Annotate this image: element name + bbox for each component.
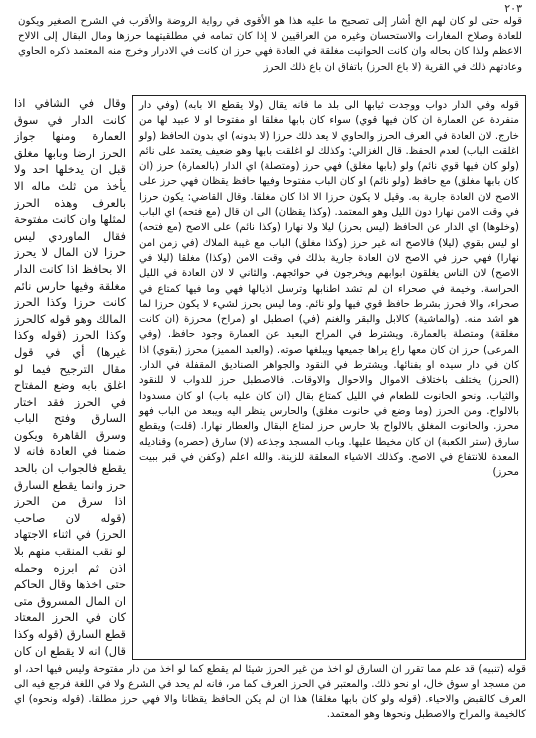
bottom-margin-gloss xyxy=(14,662,526,732)
middle-section xyxy=(14,95,526,660)
main-text-frame xyxy=(132,95,526,660)
top-gloss-text: قوله حتى لو كان لهم الخ أشار إلى تصحيح ما عليه هذا هو الأقوى في رواية الروضة والأقرب في الشرح الصغير ويكون للعادة وصلاح المغارات والاستحسان وغيره من العراقيين لا إذا كان تمامه في مطلقيتهما حرزها ومال البقال إلى الالاح الاعظم ولذا كان بحاله وان كانت الحوانيت مغلقة في العادة فهي حرز ان كانت في الادرار وخرج منه المعتمد ذكره الحاوي وعادتهم ذلك في القرية (لا باع الحرز) باتفاق ان باع ذلك الحرز xyxy=(18,16,522,73)
main-text: قوله وفي الدار دواب ووجدت ثيابها الى بلد ما فانه يقال (ولا يقطع الا بابه) (وفي دار منفردة عن العمارة ان كان فيها قوي) سواء كان بابها مغلقا او مفتوحا او لا عبيد لها من خارج. لان العادة في العرف الحرز والحاوي لا يعد ذلك حرزا (لا بدونه) اي بدون الحافظ (ولو اغلقت الباب) لعدم الحفظ. قال الغزالي: وكذلك لو اغلقت بابها وهو ضعيف يعتمد على نائم (ولو كان فيها قوي نائم) ولو (بابها مغلق) فهي حرز (ومتصلة) اي الدار (بالعمارة) حرز (ان كان بابها مغلق) مع حافظ (ولو نائم) او كان الباب مفتوحا وفيها حافظ يقظان فهي حرز على الاصح لان العادة جارية به. وقيل لا يكون حرزا الا اذا كان مغلقا. وقال القاضي: يكون حرزا في وقت الامن نهارا دون الليل وهو المعتمد. (وكذا يقظان) الى ان قال (مع فتحه) اي الباب (وخلوها) اي الدار عن الحافظ (ليس بحرز) ليلا ولا نهارا (وكذا نائم) على الاصح (مع فتحه) او ليس بقوي (ليلا) فالاصح انه غير حرز (وكذا مغلق) الباب مع غيبة الملاك (في زمن امن نهارا) فهي حرز في الاصح لان العادة جارية بذلك في وقت الامن (وكذا) مغلقا (ليلا في الاصح) لان الناس يغلقون ابوابهم ويخرجون في حوائجهم. والثاني لا لان العادة في الليل الحراسة. وخيمة في صحراء ان لم تشد اطنابها وترسل اذيالها فهي وما فيها كمتاع في صحراء، والا فحرز بشرط حافظ قوي فيها ولو نائم. وما ليس بحرز لشيء لا يكون حرزا لما هو اشد منه. (والماشية) كالابل والبقر والغنم (في) اصطبل او (مراح) محرزة (ان كانت مغلقة) ومتصلة بالعمارة. ويشترط في المراح البعيد عن العمارة وجود حافظ. (وفي المرعى) حرز ان كان معها راع يراها جميعها ويبلغها صوته. (والعبد المميز) محرز (بقوي) اذا كان في دار سيده او بفنائها. ويشترط في النقود والجواهر الصناديق المقفلة في الدار. (الحرز) يختلف باختلاف الاموال والاحوال والاوقات. فالاصطبل حرز للدواب لا للنقود والثياب. ونحو الحانوت للطعام في الليل كمتاع بقال (ان كان عليه باب) او كان مسدودا بالالواح. ومن الحرز (وما وضع في حانوت مغلق) والحارس ينظر اليه ويبعد من الباب فهو محرز. والحانوت المغلق بالالواح بلا حارس حرز لمتاع البقال والعطار نهارا. (قلت) ويقطع سارق (ستر الكعبة) ان كان مخيطا عليها. وباب المسجد وجذعه (لا) سارق (حصره) وقناديله المعدة للانتفاع في الاصح. وكذلك الاشياء المعلقة للزينة. والله اعلم (وكفن في قبر ببيت محرز) xyxy=(139,100,519,479)
page-number: ٢٠٣ xyxy=(504,2,522,15)
top-margin-gloss xyxy=(18,14,522,106)
side-gloss-text: وقال في الشافي اذا كانت الدار في سوق العمارة ومنها جواز الحرز ارضا وبابها مغلق قبل ان يدخلها احد ولا يأخذ من ثلث ماله الا بالعرف وهذه الحرز لمثلها وان كانت مفتوحة فقال الماوردي ليس حرزا لان المال لا يحرز الا بحافظ اذا كانت الدار مغلقة وفيها حارس نائم كانت حرزا وكذا الحرز المالك وهو قوله كالحرز وكذا الحرز (قوله وكذا غيرها) أي في قول مقال الترجيح فيما لو اغلق بابه وضع المفتاح في الحرز فقد اختار السارق وفتح الباب وسرق القاهرة ويكون ضمنا في العادة فانه لا يقطع فالجواب ان بالحد حرز وانما يقطع السارق اذا سرق من الحرز (قوله لان صاحب الحرز) في اثناء الاجتهاد لو نقب المنقب منهم بلا اذن ثم ابرزه وحمله حتى اخذها وقال الحاكم ان المال المسروق متى كان في الحرز المعتاد قطع السارق (قوله وكذا قال) انه لا يقطع ان كان xyxy=(14,96,126,658)
bottom-gloss-text: قوله (تنبيه) قد علم مما تقرر ان السارق لو اخذ من غير الحرز شيئا لم يقطع كما لو اخذ من دار مفتوحة وليس فيها احد، او من مسجد او سوق خال، او نحو ذلك. والمعتبر في الحرز العرف كما مر، فانه لم يحد في الشرع ولا في اللغة فرجع فيه الى العرف كالقبض والاحياء. (قوله ولو كان بابها مغلقا) هذا ان لم يكن الحافظ يقظانا والا فهي حرز مطلقا. (قوله ونحوه) اي كالخيمة والمراح والاصطبل ونحوها وهو المعتمد. xyxy=(14,664,526,720)
side-margin-gloss xyxy=(14,95,126,660)
